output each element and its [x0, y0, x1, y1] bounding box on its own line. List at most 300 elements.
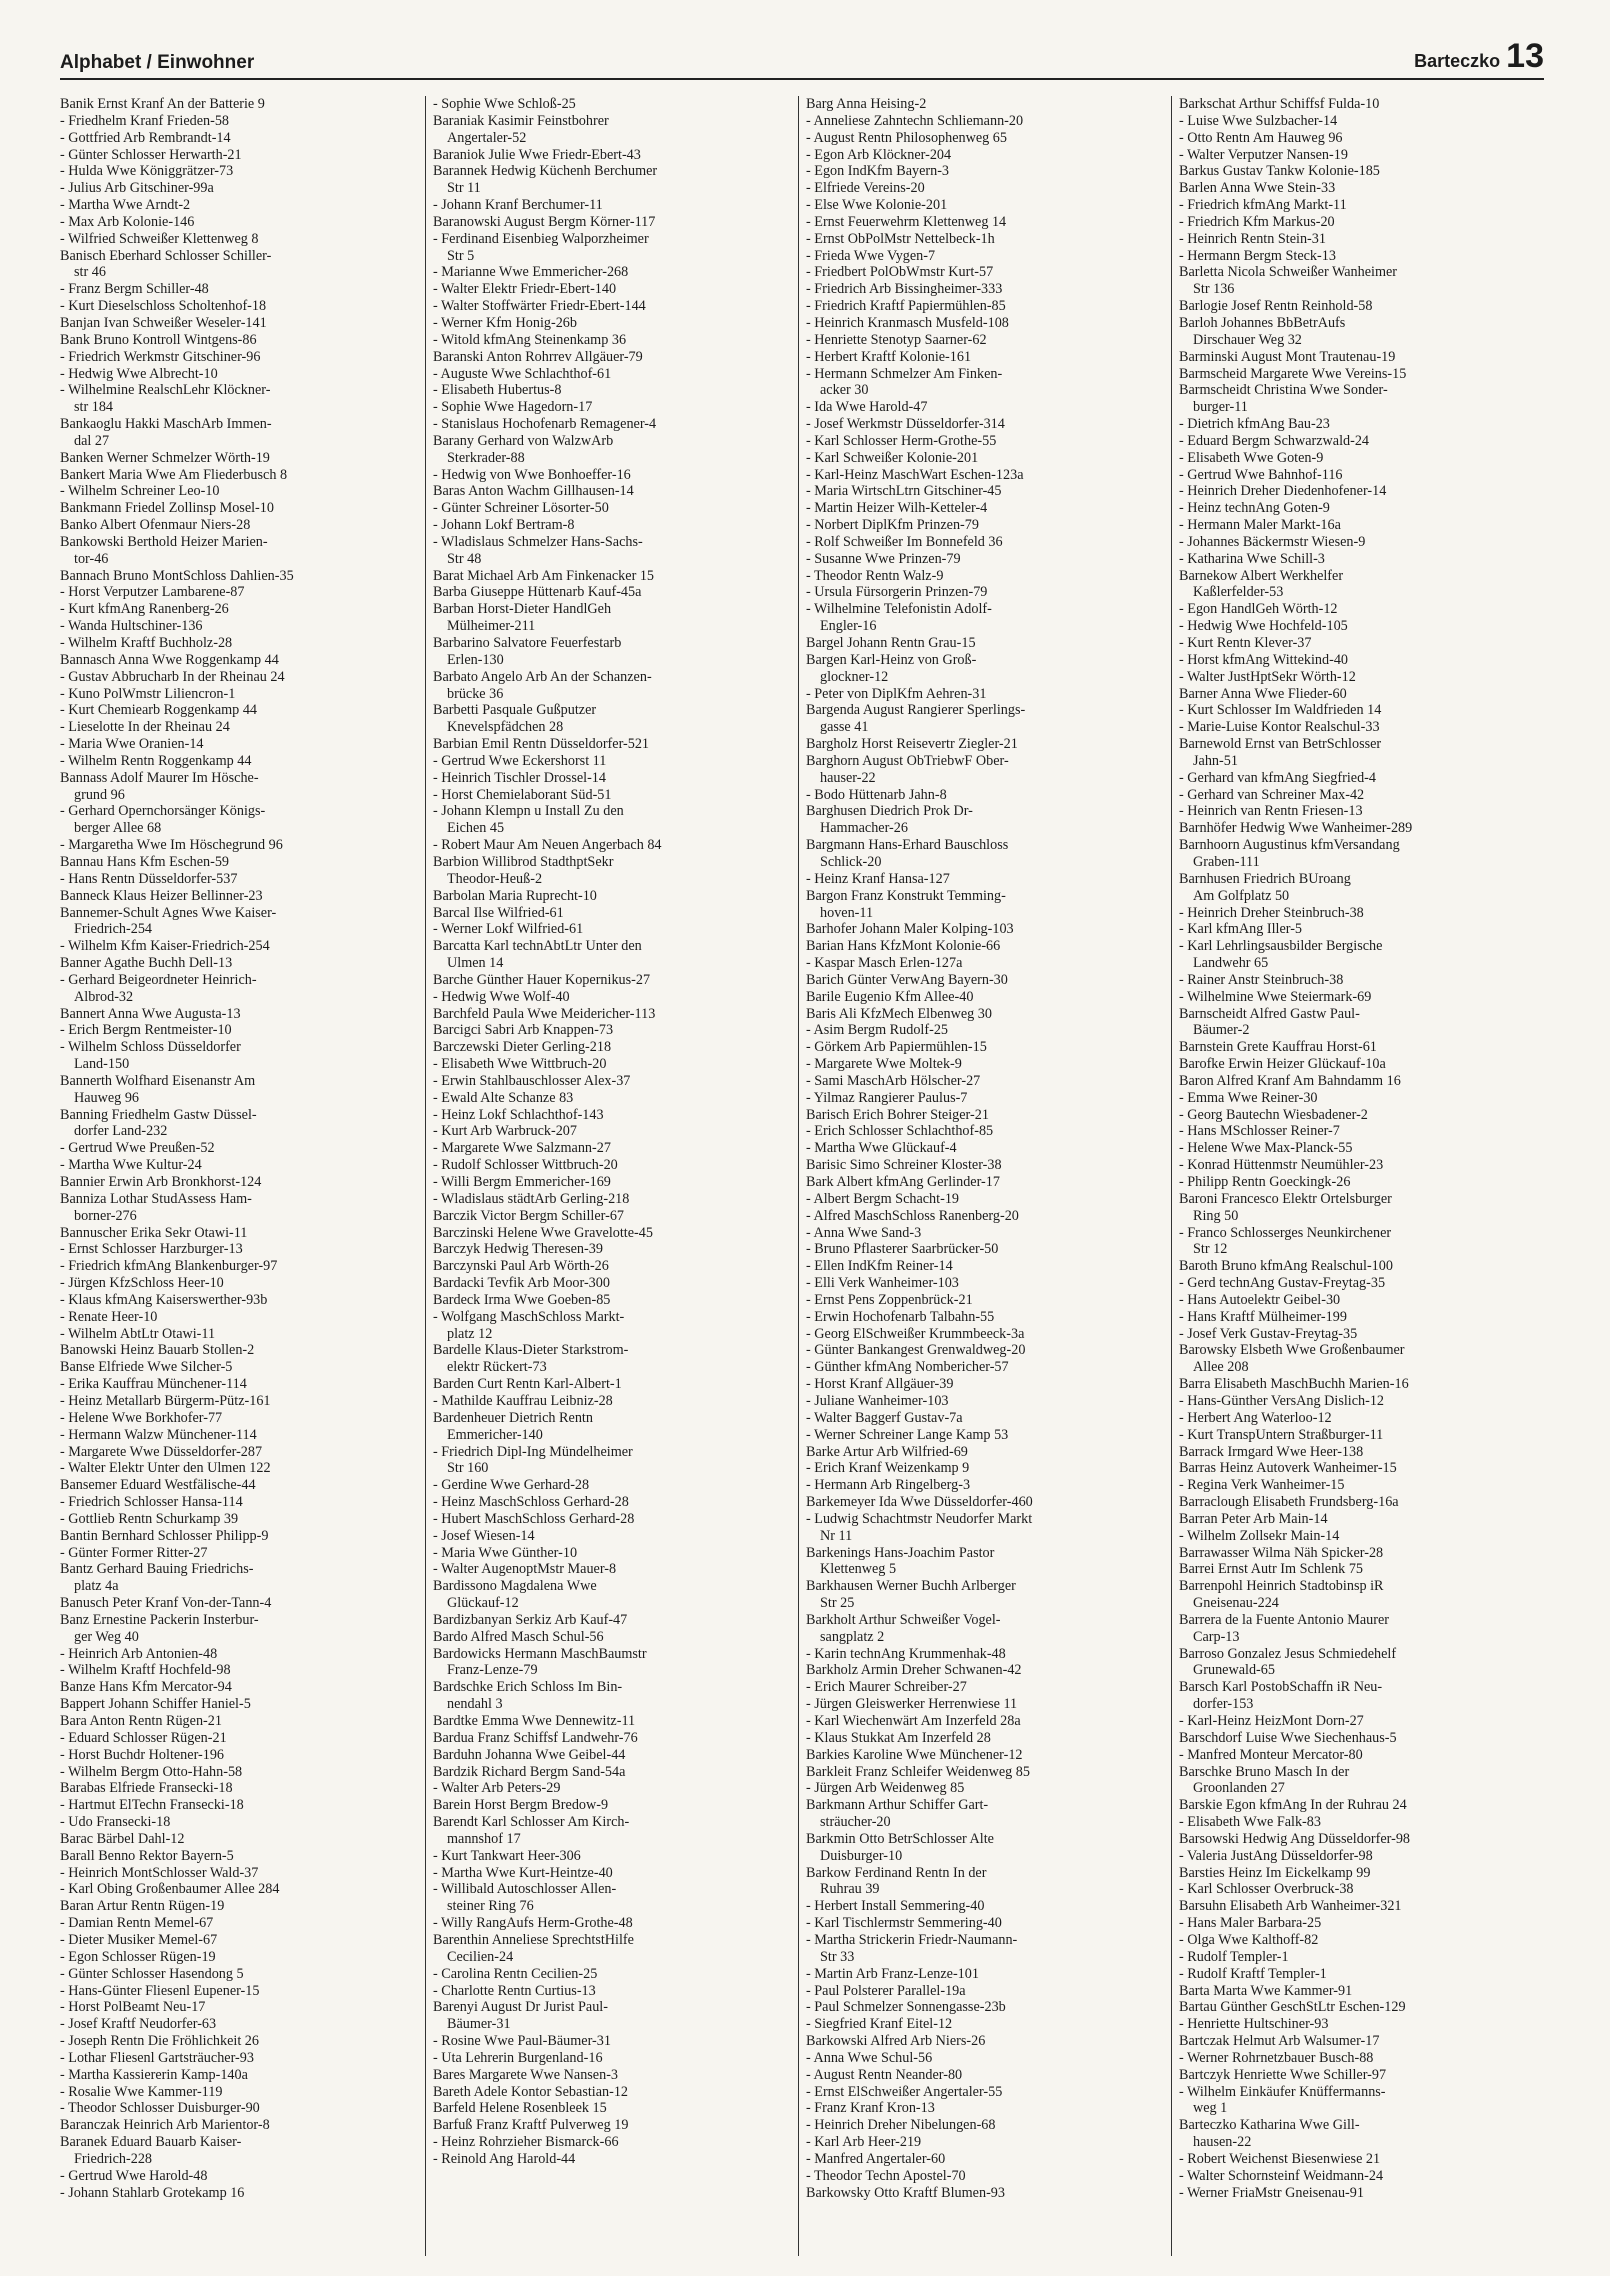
directory-entry-line: - Heinrich Tischler Drossel-14	[433, 769, 606, 786]
directory-entry-line: - Heinz Metallarb Bürgerm-Pütz-161	[60, 1392, 271, 1409]
directory-entry-line: - Damian Rentn Memel-67	[60, 1915, 214, 1932]
directory-entry-line: Barg Anna Heising-2	[806, 96, 927, 112]
directory-entry-line: Barkholz Armin Dreher Schwanen-42	[806, 1662, 1022, 1679]
directory-entry-line: - Friedrich kfmAng Markt-11	[1179, 197, 1347, 214]
directory-entry-line: Bardzik Richard Bergm Sand-54a	[433, 1763, 626, 1780]
directory-entry-line: - Sami MaschArb Hölscher-27	[806, 1072, 981, 1089]
directory-entry-line: - Gertrud Wwe Bahnhof-116	[1179, 466, 1343, 483]
directory-entry-line: - Dieter Musiker Memel-67	[60, 1931, 218, 1948]
directory-entry-line: - Hans MSchlosser Reiner-7	[1179, 1123, 1340, 1140]
directory-entry-line: - Johann Stahlarb Grotekamp 16	[60, 2184, 245, 2201]
directory-entry-line: - Jürgen Arb Weidenweg 85	[806, 1780, 965, 1797]
directory-entry-line: - Horst Kranf Allgäuer-39	[806, 1376, 954, 1393]
directory-entry-line: - Bruno Pflasterer Saarbrücker-50	[806, 1241, 999, 1258]
directory-entry-line: Barkies Karoline Wwe Münchener-12	[806, 1746, 1023, 1763]
directory-entry-line: Emmericher-140	[447, 1426, 543, 1443]
directory-entry-line: Bargenda August Rangierer Sperlings-	[806, 702, 1026, 719]
directory-entry-line: - Asim Bergm Rudolf-25	[806, 1022, 949, 1039]
directory-entry-line: platz 12	[447, 1325, 493, 1342]
directory-entry-line: Albrod-32	[74, 988, 134, 1005]
directory-entry-line: - Anna Wwe Sand-3	[806, 1224, 922, 1241]
directory-entry-line: Barnhöfer Hedwig Wwe Wanheimer-289	[1179, 820, 1413, 837]
directory-entry-line: - Karl Arb Heer-219	[806, 2134, 922, 2151]
directory-entry-line: - Max Arb Kolonie-146	[60, 213, 195, 230]
directory-entry-line: - Stanislaus Hochofenarb Remagener-4	[433, 416, 657, 433]
directory-entry-line: - Hulda Wwe Königgrätzer-73	[60, 163, 234, 180]
directory-entry-line: Bartau Günther GeschStLtr Eschen-129	[1179, 1999, 1406, 2016]
directory-entry-line: Barsties Heinz Im Eickelkamp 99	[1179, 1864, 1371, 1881]
directory-entry-line: - Erika Kauffrau Münchener-114	[60, 1376, 247, 1393]
directory-entry-line: Baranek Eduard Bauarb Kaiser-	[60, 2134, 242, 2151]
directory-entry-line: - Willibald Autoschlosser Allen-	[433, 1881, 617, 1898]
directory-entry-line: Barras Heinz Autoverk Wanheimer-15	[1179, 1460, 1397, 1477]
directory-entry-line: Engler-16	[820, 618, 877, 635]
directory-entry-line: Bankmann Friedel Zollinsp Mosel-10	[60, 500, 274, 517]
directory-entry-line: - Heinrich Dreher Diedenhofener-14	[1179, 483, 1387, 500]
directory-entry-line: Schlick-20	[820, 853, 882, 870]
directory-entry-line: - Gerhard Opernchorsänger Königs-	[60, 803, 266, 820]
running-head	[1414, 37, 1544, 76]
directory-entry-line: Baraniok Julie Wwe Friedr-Ebert-43	[433, 146, 641, 163]
directory-entry-line: - Johann Klempn u Install Zu den	[433, 803, 624, 820]
directory-entry-line: - Rolf Schweißer Im Bonnefeld 36	[806, 533, 1003, 550]
directory-entry-line: Str 48	[447, 550, 482, 567]
directory-entry-line: - Peter von DiplKfm Aehren-31	[806, 685, 987, 702]
directory-entry-line: Barghusen Diedrich Prok Dr-	[806, 803, 973, 820]
directory-entry-line: Barke Artur Arb Wilfried-69	[806, 1443, 968, 1460]
directory-entry-line: Hammacher-26	[820, 820, 908, 837]
directory-entry-line: - Josef Verk Gustav-Freytag-35	[1179, 1325, 1358, 1342]
directory-entry-line: - Wilhelm Kraftf Buchholz-28	[60, 635, 233, 651]
section-title: Alphabet / Einwohner	[60, 52, 255, 73]
directory-entry-line: Gneisenau-224	[1193, 1595, 1279, 1612]
directory-entry-line: Sterkrader-88	[447, 449, 525, 466]
directory-entry-line: - Karl Tischlermstr Semmering-40	[806, 1915, 1002, 1932]
directory-entry-line: - Gerhard van kfmAng Siegfried-4	[1179, 769, 1376, 786]
directory-entry-line: - Ernst Feuerwehrm Klettenweg 14	[806, 213, 1007, 230]
directory-entry-line: - Elisabeth Wwe Goten-9	[1179, 449, 1324, 466]
directory-entry-line: Barkowsky Otto Kraftf Blumen-93	[806, 2184, 1005, 2201]
directory-entry-line: - Martin Arb Franz-Lenze-101	[806, 1965, 979, 1982]
directory-entry-line: dorfer-153	[1193, 1696, 1254, 1713]
directory-entry-line: Barenthin Anneliese SprechtstHilfe	[433, 1931, 634, 1948]
directory-entry-line: - Johann Kranf Berchumer-11	[433, 197, 603, 214]
directory-entry-line: Barisch Erich Bohrer Steiger-21	[806, 1106, 989, 1123]
directory-entry-line: - Willi Bergm Emmericher-169	[433, 1174, 611, 1190]
directory-entry-line: - Hermann Maler Markt-16a	[1179, 517, 1341, 534]
directory-entry-line: Carp-13	[1193, 1628, 1240, 1645]
directory-entry-line: Banik Ernst Kranf An der Batterie 9	[60, 96, 265, 112]
directory-entry-line: Barich Günter VerwAng Bayern-30	[806, 971, 1008, 988]
directory-entry-line: Bardeck Irma Wwe Goeben-85	[433, 1291, 611, 1308]
directory-entry-line: - Erich Bergm Rentmeister-10	[60, 1022, 232, 1039]
directory-entry-line: elektr Rückert-73	[447, 1359, 547, 1376]
directory-entry-line: - Wilhelm Rentn Roggenkamp 44	[60, 752, 252, 769]
directory-entry-line: - Uta Lehrerin Burgenland-16	[433, 2049, 603, 2066]
directory-entry-line: Baras Anton Wachm Gillhausen-14	[433, 483, 634, 500]
directory-entry-line: - Werner Schreiner Lange Kamp 53	[806, 1426, 1009, 1443]
directory-entry-line: - Karl Wiechenwärt Am Inzerfeld 28a	[806, 1713, 1021, 1729]
directory-entry-line: Baroth Bruno kfmAng Realschul-100	[1179, 1258, 1393, 1275]
directory-entry-line: Angertaler-52	[447, 129, 527, 146]
directory-entry-line: - Günther kfmAng Nombericher-57	[806, 1359, 1009, 1376]
directory-entry-line: - Hermann Bergm Steck-13	[1179, 247, 1336, 264]
directory-entry-line: - Kurt Rentn Klever-37	[1179, 635, 1312, 651]
directory-entry-line: - Heinz technAng Goten-9	[1179, 500, 1330, 517]
directory-entry-line: Baris Ali KfzMech Elbenweg 30	[806, 1005, 992, 1022]
directory-entry-line: - Karl kfmAng Iller-5	[1179, 921, 1303, 938]
directory-entry-line: - Ursula Fürsorgerin Prinzen-79	[806, 584, 988, 601]
directory-entry-line: Bargon Franz Konstrukt Temming-	[806, 887, 1006, 904]
directory-entry-line: Banken Werner Schmelzer Wörth-19	[60, 449, 270, 466]
directory-entry-line: - Witold kfmAng Steinenkamp 36	[433, 331, 627, 348]
directory-entry-line: str 184	[74, 399, 114, 416]
directory-entry-line: Barchfeld Paula Wwe Meidericher-113	[433, 1005, 656, 1022]
directory-entry-line: - Maria Wwe Günther-10	[433, 1544, 578, 1561]
directory-entry-line: - Theodor Rentn Walz-9	[806, 567, 944, 584]
directory-entry-line: - Walter Baggerf Gustav-7a	[806, 1409, 963, 1426]
directory-entry-line: - Manfred Angertaler-60	[806, 2150, 946, 2167]
directory-entry-line: - Konrad Hüttenmstr Neumühler-23	[1179, 1157, 1384, 1174]
directory-entry-line: Baraniak Kasimir Feinstbohrer	[433, 112, 609, 129]
directory-entry-line: - Elisabeth Wwe Wittbruch-20	[433, 1056, 607, 1073]
directory-entry-line: glockner-12	[820, 668, 889, 685]
directory-entry-line: - Karl Schweißer Kolonie-201	[806, 449, 979, 466]
directory-entry-line: brücke 36	[447, 685, 504, 702]
directory-entry-line: Barnewold Ernst van BetrSchlosser	[1179, 736, 1382, 753]
directory-entry-line: - Heinrich Dreher Steinbruch-38	[1179, 904, 1364, 921]
directory-entry-line: Ring 50	[1193, 1207, 1239, 1224]
directory-entry-line: - Gerhard van Schreiner Max-42	[1179, 786, 1365, 803]
directory-entry-line: - Friedrich Kraftf Papiermühlen-85	[806, 298, 1006, 315]
directory-entry-line: Barschdorf Luise Wwe Siechenhaus-5	[1179, 1729, 1397, 1746]
directory-entry-line: - Wilhelm Kraftf Hochfeld-98	[60, 1662, 231, 1679]
directory-entry-line: - Paul Polsterer Parallel-19a	[806, 1982, 966, 1999]
directory-entry-line: - Herbert Install Semmering-40	[806, 1898, 985, 1915]
directory-entry-line: - Walter Schornsteinf Weidmann-24	[1179, 2167, 1384, 2184]
directory-entry-line: Barkenings Hans-Joachim Pastor	[806, 1544, 995, 1561]
directory-entry-line: - Erich Kranf Weizenkamp 9	[806, 1460, 970, 1477]
directory-entry-line: Bannerth Wolfhard Eisenanstr Am	[60, 1072, 256, 1089]
directory-entry-line: Barkschat Arthur Schiffsf Fulda-10	[1179, 96, 1380, 112]
directory-entry-line: - Walter Stoffwärter Friedr-Ebert-144	[433, 298, 646, 315]
directory-entry-line: Banjan Ivan Schweißer Weseler-141	[60, 314, 267, 331]
directory-entry-line: - Werner FriaMstr Gneisenau-91	[1179, 2184, 1364, 2201]
directory-entry-line: - Wilhelm Einkäufer Knüffermanns-	[1179, 2083, 1386, 2100]
directory-entry-line: Franz-Lenze-79	[447, 1662, 538, 1679]
directory-entry-line: Barschke Bruno Masch In der	[1179, 1763, 1350, 1780]
directory-entry-line: Bardo Alfred Masch Schul-56	[433, 1628, 604, 1645]
directory-entry-line: Baranski Anton Rohrrev Allgäuer-79	[433, 348, 643, 365]
directory-entry-line: - Horst Verputzer Lambarene-87	[60, 584, 245, 601]
directory-entry-line: Bark Albert kfmAng Gerlinder-17	[806, 1174, 1000, 1190]
directory-entry-line: Barannek Hedwig Küchenh Berchumer	[433, 163, 658, 180]
directory-entry-line: Barczik Victor Bergm Schiller-67	[433, 1207, 625, 1224]
directory-entry-line: - Wilhelm Zollsekr Main-14	[1179, 1527, 1340, 1544]
directory-entry-line: Duisburger-10	[820, 1847, 903, 1864]
directory-entry-line: - Bodo Hüttenarb Jahn-8	[806, 786, 947, 803]
directory-entry-line: Bargmann Hans-Erhard Bauschloss	[806, 837, 1009, 854]
directory-entry-line: Bardua Franz Schiffsf Landwehr-76	[433, 1729, 638, 1746]
directory-entry-line: - Walter Elektr Friedr-Ebert-140	[433, 281, 617, 298]
directory-entry-line: - Martha Wwe Kurt-Heintze-40	[433, 1864, 613, 1881]
directory-entry-line: - Mathilde Kauffrau Leibniz-28	[433, 1392, 613, 1409]
directory-entry-line: - Erwin Stahlbauschlosser Alex-37	[433, 1072, 631, 1089]
directory-entry-line: - Gustav Abbrucharb In der Rheinau 24	[60, 668, 285, 685]
directory-entry-line: - Ferdinand Eisenbieg Walporzheimer	[433, 230, 649, 247]
directory-entry-line: - Heinrich Kranmasch Musfeld-108	[806, 314, 1009, 331]
directory-entry-line: - Jürgen Gleiswerker Herrenwiese 11	[806, 1696, 1018, 1713]
directory-entry-line: - Kurt Arb Warbruck-207	[433, 1123, 577, 1140]
directory-entry-line: Bareth Adele Kontor Sebastian-12	[433, 2083, 629, 2100]
directory-entry-line: - Frieda Wwe Vygen-7	[806, 247, 936, 264]
directory-entry-line: sangplatz 2	[820, 1628, 885, 1645]
directory-entry-line: - Friedrich Kfm Markus-20	[1179, 213, 1335, 230]
directory-entry-line: Str 25	[820, 1595, 855, 1612]
directory-entry-line: gasse 41	[820, 719, 869, 736]
directory-entry-line: Bantz Gerhard Bauing Friedrichs-	[60, 1561, 254, 1578]
directory-entry-line: - Valeria JustAng Düsseldorfer-98	[1179, 1847, 1373, 1864]
directory-entry-line: Str 12	[1193, 1241, 1228, 1258]
directory-entry-line: Eichen 45	[447, 820, 505, 837]
directory-entry-line: Banisch Eberhard Schlosser Schiller-	[60, 247, 272, 264]
directory-entry-line: Mülheimer-211	[447, 618, 536, 635]
directory-entry-line: Barsowski Hedwig Ang Düsseldorfer-98	[1179, 1830, 1411, 1847]
directory-entry-line: - Ernst Pens Zoppenbrück-21	[806, 1291, 973, 1308]
directory-entry-line: - Hans Autoelektr Geibel-30	[1179, 1291, 1341, 1308]
directory-entry-line: - Renate Heer-10	[60, 1308, 158, 1325]
directory-entry-line: Land-150	[74, 1056, 130, 1073]
directory-entry-line: ger Weg 40	[74, 1628, 139, 1645]
directory-entry-line: str 46	[74, 264, 106, 281]
directory-entry-line: - Hedwig Wwe Albrecht-10	[60, 365, 218, 382]
directory-entry-line: Barfuß Franz Kraftf Pulverweg 19	[433, 2117, 629, 2134]
directory-entry-line: Am Golfplatz 50	[1193, 887, 1290, 904]
directory-entry-line: Barsuhn Elisabeth Arb Wanheimer-321	[1179, 1898, 1402, 1915]
directory-entry-line: - Gerd technAng Gustav-Freytag-35	[1179, 1275, 1386, 1292]
directory-entry-line: - Egon HandlGeh Wörth-12	[1179, 601, 1338, 618]
directory-entry-line: - Josef Werkmstr Düsseldorfer-314	[806, 416, 1005, 433]
directory-entry-line: Bardschke Erich Schloss Im Bin-	[433, 1679, 623, 1696]
directory-entry-line: Bartczak Helmut Arb Walsumer-17	[1179, 2033, 1380, 2050]
directory-entry-line: Glückauf-12	[447, 1595, 519, 1612]
directory-entry-line: Bannier Erwin Arb Bronkhorst-124	[60, 1174, 262, 1190]
directory-entry-line: - Theodor Techn Apostel-70	[806, 2167, 966, 2184]
directory-entry-line: - Elisabeth Hubertus-8	[433, 382, 562, 399]
directory-entry-line: Barabas Elfriede Fransecki-18	[60, 1780, 233, 1797]
directory-entry-line: - Wladislaus Schmelzer Hans-Sachs-	[433, 533, 643, 550]
directory-entry-line: - Johann Lokf Bertram-8	[433, 517, 575, 534]
directory-entry-line: - Wilhelmine Wwe Steiermark-69	[1179, 988, 1372, 1005]
directory-entry-line: - Erwin Hochofenarb Talbahn-55	[806, 1308, 995, 1325]
directory-entry-line: - Horst Buchdr Holtener-196	[60, 1746, 225, 1763]
directory-entry-line: platz 4a	[74, 1578, 119, 1595]
directory-entry-line: Barnscheidt Alfred Gastw Paul-	[1179, 1005, 1360, 1022]
directory-entry-line: - Wilhelm Kfm Kaiser-Friedrich-254	[60, 938, 270, 955]
directory-entry-line: - Hedwig Wwe Hochfeld-105	[1179, 618, 1348, 635]
directory-entry-line: - Franco Schlosserges Neunkirchener	[1179, 1224, 1392, 1241]
directory-entry-line: - Kurt TranspUntern Straßburger-11	[1179, 1426, 1384, 1443]
directory-entry-line: - August Rentn Neander-80	[806, 2066, 963, 2083]
directory-entry-line: - Manfred Monteur Mercator-80	[1179, 1746, 1363, 1763]
directory-entry-line: - Erich Maurer Schreiber-27	[806, 1679, 967, 1696]
directory-entry-line: - Emma Wwe Reiner-30	[1179, 1089, 1318, 1106]
directory-entry-line: - Günter Bankangest Grenwaldweg-20	[806, 1342, 1026, 1359]
directory-entry-line: sträucher-20	[820, 1814, 891, 1831]
directory-entry-line: Banner Agathe Buchh Dell-13	[60, 955, 233, 972]
directory-entry-line: Barofke Erwin Heizer Glückauf-10a	[1179, 1056, 1386, 1073]
directory-entry-line: Jahn-51	[1193, 752, 1238, 769]
directory-entry-line: Str 160	[447, 1460, 489, 1477]
directory-entry-line: - Walter Verputzer Nansen-19	[1179, 146, 1348, 163]
directory-entry-line: - Friedbert PolObWmstr Kurt-57	[806, 264, 994, 281]
directory-entry-line: - Heinrich Arb Antonien-48	[60, 1645, 218, 1662]
directory-entry-line: steiner Ring 76	[447, 1898, 534, 1915]
directory-entry-line: Barduhn Johanna Wwe Geibel-44	[433, 1746, 626, 1763]
directory-entry-line: - Kaspar Masch Erlen-127a	[806, 955, 963, 972]
directory-entry-line: - Gerhard Beigeordneter Heinrich-	[60, 971, 257, 988]
directory-columns	[58, 96, 1544, 2256]
directory-entry-line: Barra Elisabeth MaschBuchh Marien-16	[1179, 1376, 1409, 1393]
directory-entry-line: - Sophie Wwe Hagedorn-17	[433, 399, 593, 416]
directory-entry-line: Bardelle Klaus-Dieter Starkstrom-	[433, 1342, 629, 1359]
directory-entry-line: Barat Michael Arb Am Finkenacker 15	[433, 567, 655, 584]
directory-entry-line: - Werner Lokf Wilfried-61	[433, 921, 584, 938]
directory-entry-line: Bartczyk Henriette Wwe Schiller-97	[1179, 2066, 1387, 2083]
directory-entry-line: Bankert Maria Wwe Am Fliederbusch 8	[60, 466, 288, 483]
directory-entry-line: Barta Marta Wwe Kammer-91	[1179, 1982, 1353, 1999]
directory-entry-line: Barbato Angelo Arb An der Schanzen-	[433, 668, 652, 685]
directory-entry-line: - Helene Wwe Max-Planck-55	[1179, 1140, 1353, 1157]
directory-entry-line: dal 27	[74, 432, 110, 449]
directory-entry-line: Barrera de la Fuente Antonio Maurer	[1179, 1611, 1389, 1628]
directory-entry-line: - Henriette Stenotyp Saarner-62	[806, 331, 987, 348]
directory-entry-line: - Julius Arb Gitschiner-99a	[60, 180, 214, 197]
directory-entry-line: - Rudolf Schlosser Wittbruch-20	[433, 1157, 618, 1174]
directory-entry-line: - Else Wwe Kolonie-201	[806, 197, 948, 214]
directory-entry-line: Barkus Gustav Tankw Kolonie-185	[1179, 163, 1380, 180]
running-head-name: Barteczko	[1414, 51, 1501, 71]
directory-entry-line: Bardacki Tevfik Arb Moor-300	[433, 1275, 610, 1292]
directory-entry-line: Barczyk Hedwig Theresen-39	[433, 1241, 603, 1258]
directory-entry-line: Klettenweg 5	[820, 1561, 897, 1578]
directory-entry-line: - Gerdine Wwe Gerhard-28	[433, 1477, 590, 1494]
directory-entry-line: - Heinrich Rentn Stein-31	[1179, 230, 1326, 247]
directory-entry-line: - Görkem Arb Papiermühlen-15	[806, 1039, 987, 1056]
directory-entry-line: - Marianne Wwe Emmericher-268	[433, 264, 629, 281]
directory-entry-line: - Joseph Rentn Die Fröhlichkeit 26	[60, 2033, 259, 2050]
directory-entry-line: Bappert Johann Schiffer Haniel-5	[60, 1696, 251, 1713]
directory-entry-line: - Heinz MaschSchloss Gerhard-28	[433, 1494, 629, 1511]
directory-entry-line: - Regina Verk Wanheimer-15	[1179, 1477, 1345, 1494]
directory-entry-line: Barmscheidt Christina Wwe Sonder-	[1179, 382, 1388, 399]
directory-entry-line: - Karin technAng Krummenhak-48	[806, 1645, 1006, 1662]
directory-entry-line: Barnekow Albert Werkhelfer	[1179, 567, 1344, 584]
directory-entry-line: - Yilmaz Rangierer Paulus-7	[806, 1089, 968, 1106]
directory-entry-line: - Ernst Schlosser Harzburger-13	[60, 1241, 243, 1258]
directory-entry-line: Barnstein Grete Kauffrau Horst-61	[1179, 1039, 1377, 1056]
directory-entry-line: - Horst Chemielaborant Süd-51	[433, 786, 612, 803]
directory-entry-line: - Lothar Fliesenl Gartsträucher-93	[60, 2049, 254, 2066]
directory-entry-line: - Wolfgang MaschSchloss Markt-	[433, 1308, 625, 1325]
directory-entry-line: - Kurt kfmAng Ranenberg-26	[60, 601, 229, 618]
directory-entry-line: Friedrich-254	[74, 921, 153, 938]
directory-entry-line: Barrack Irmgard Wwe Heer-138	[1179, 1443, 1364, 1460]
directory-entry-line: Barac Bärbel Dahl-12	[60, 1830, 185, 1847]
directory-entry-line: Theodor-Heuß-2	[447, 870, 543, 887]
directory-entry-line: - Eduard Schlosser Rügen-21	[60, 1729, 227, 1746]
directory-entry-line: Banniza Lothar StudAssess Ham-	[60, 1190, 252, 1207]
directory-entry-line: - Ludwig Schachtmstr Neudorfer Markt	[806, 1510, 1033, 1527]
directory-entry-line: mannshof 17	[447, 1830, 521, 1847]
directory-entry-line: - Reinold Ang Harold-44	[433, 2150, 576, 2167]
directory-entry-line: Bargen Karl-Heinz von Groß-	[806, 651, 977, 668]
directory-entry-line: - Ewald Alte Schanze 83	[433, 1089, 574, 1106]
directory-entry-line: tor-46	[74, 550, 109, 567]
directory-entry-line: Barban Horst-Dieter HandlGeh	[433, 601, 612, 618]
directory-entry-line: Barletta Nicola Schweißer Wanheimer	[1179, 264, 1398, 281]
directory-entry-line: - Robert Maur Am Neuen Angerbach 84	[433, 837, 662, 854]
directory-entry-line: - Heinz Kranf Hansa-127	[806, 870, 950, 887]
directory-entry-line: Baroni Francesco Elektr Ortelsburger	[1179, 1190, 1392, 1207]
directory-entry-line: Barran Peter Arb Main-14	[1179, 1510, 1328, 1527]
directory-entry-line: - Helene Wwe Borkhofer-77	[60, 1409, 223, 1426]
directory-entry-line: - Hans-Günter Fliesenl Eupener-15	[60, 1982, 260, 1999]
directory-entry-line: Barkleit Franz Schleifer Weidenweg 85	[806, 1763, 1030, 1780]
directory-entry-line: - Martha Wwe Glückauf-4	[806, 1140, 957, 1157]
directory-entry-line: - Günter Former Ritter-27	[60, 1544, 208, 1561]
directory-entry-line: Banze Hans Kfm Mercator-94	[60, 1679, 232, 1696]
directory-entry-line: Baran Artur Rentn Rügen-19	[60, 1898, 225, 1915]
directory-entry-line: Friedrich-228	[74, 2150, 153, 2167]
directory-entry-line: Bankowski Berthold Heizer Marien-	[60, 533, 268, 550]
directory-entry-line: - Rosalie Wwe Kammer-119	[60, 2083, 223, 2100]
directory-entry-line: Barkholt Arthur Schweißer Vogel-	[806, 1611, 1001, 1628]
directory-entry-line: - Maria WirtschLtrn Gitschiner-45	[806, 483, 1002, 500]
directory-entry-line: - Auguste Wwe Schlachthof-61	[433, 365, 612, 382]
directory-entry-line: Barrawasser Wilma Näh Spicker-28	[1179, 1544, 1384, 1561]
directory-entry-line: - Theodor Schlosser Duisburger-90	[60, 2100, 260, 2117]
page-number: 13	[1506, 37, 1544, 75]
directory-column-3	[798, 96, 1171, 2256]
directory-entry-line: Bannemer-Schult Agnes Wwe Kaiser-	[60, 904, 277, 921]
directory-entry-line: - Hedwig Wwe Wolf-40	[433, 988, 570, 1005]
directory-entry-line: - Johannes Bäckermstr Wiesen-9	[1179, 533, 1366, 550]
directory-entry-line: Barlen Anna Wwe Stein-33	[1179, 180, 1336, 197]
directory-entry-line: - Hans Kraftf Mülheimer-199	[1179, 1308, 1347, 1325]
directory-entry-line: Baranowski August Bergm Körner-117	[433, 213, 656, 230]
directory-entry-line: Str 136	[1193, 281, 1235, 298]
directory-entry-line: - Martha Kassiererin Kamp-140a	[60, 2066, 248, 2083]
directory-entry-line: - Walter Arb Peters-29	[433, 1780, 561, 1797]
directory-entry-line: - Philipp Rentn Goeckingk-26	[1179, 1174, 1351, 1190]
directory-entry-line: - Gertrud Wwe Preußen-52	[60, 1140, 215, 1157]
directory-entry-line: grund 96	[74, 786, 125, 803]
directory-entry-line: - Otto Rentn Am Hauweg 96	[1179, 129, 1343, 146]
directory-entry-line: - Hans Maler Barbara-25	[1179, 1915, 1322, 1932]
directory-entry-line: - Walter Elektr Unter den Ulmen 122	[60, 1460, 271, 1477]
directory-entry-line: - Udo Fransecki-18	[60, 1814, 171, 1831]
directory-entry-line: - Friedhelm Kranf Frieden-58	[60, 112, 230, 129]
directory-entry-line: - Gottfried Arb Rembrandt-14	[60, 129, 231, 146]
directory-entry-line: - Albert Bergm Schacht-19	[806, 1190, 960, 1207]
directory-entry-line: Barkmann Arthur Schiffer Gart-	[806, 1797, 989, 1814]
directory-entry-line: - Robert Weichenst Biesenwiese 21	[1179, 2150, 1381, 2167]
directory-entry-line: Groonlanden 27	[1193, 1780, 1285, 1797]
directory-entry-line: - Egon IndKfm Bayern-3	[806, 163, 950, 180]
directory-entry-line: - Anneliese Zahntechn Schliemann-20	[806, 112, 1024, 129]
directory-entry-line: - Klaus kfmAng Kaiserswerther-93b	[60, 1291, 268, 1308]
